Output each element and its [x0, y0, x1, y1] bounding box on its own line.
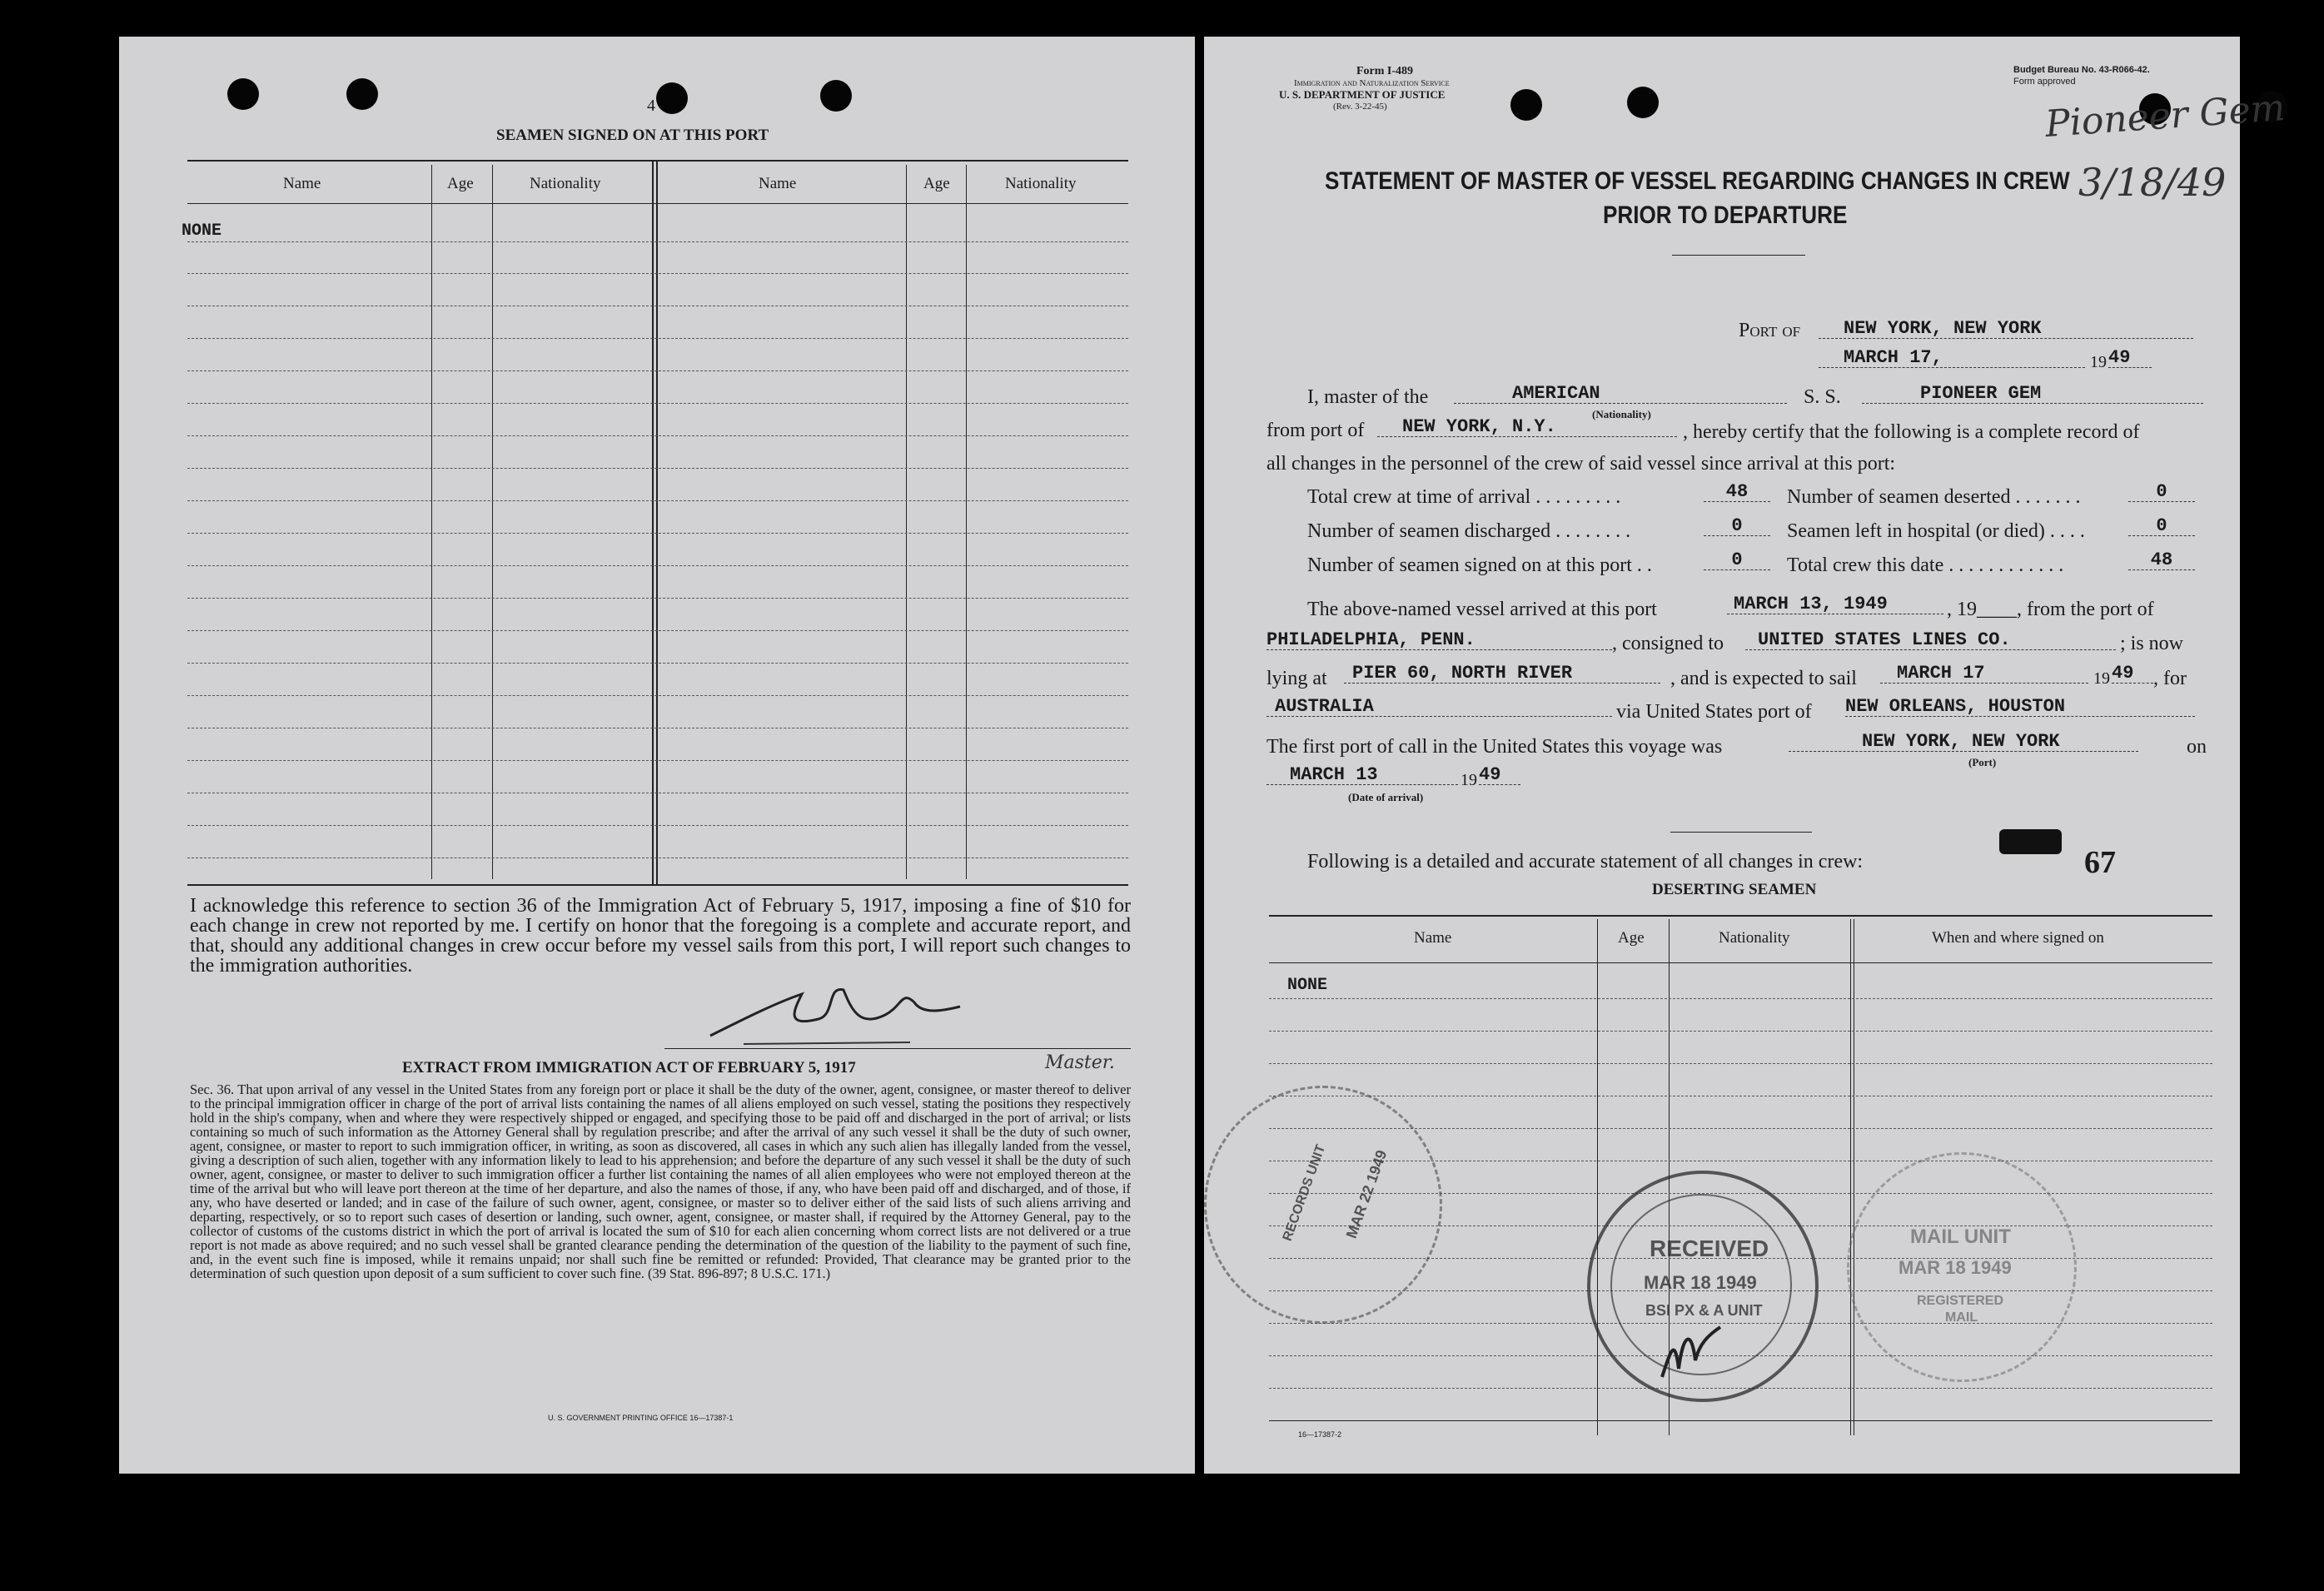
master-label: Master. [1045, 1052, 1115, 1073]
date-of-arrival-caption: (Date of arrival) [1348, 791, 1424, 803]
year-value: 49 [2108, 347, 2131, 368]
sail-year-prefix: 19 [2093, 669, 2110, 688]
records-unit-stamp-date: MAR 22 1949 [1342, 1147, 1391, 1240]
sail-date-value: MARCH 17 [1897, 663, 1985, 684]
deserting-column-name: Name [1414, 929, 1452, 947]
section-rule [1670, 832, 1812, 833]
redacted-stamp-icon [1999, 829, 2062, 854]
punch-hole [227, 78, 259, 110]
budget-bureau: Budget Bureau No. 43-R066-42. [2013, 65, 2150, 75]
header-rule [187, 203, 1128, 204]
mail-unit-stamp-registered: REGISTERED [1917, 1294, 2004, 1308]
deserted-label: Number of seamen deserted . . . . . . . [1787, 486, 2081, 508]
vessel-field [1862, 385, 2203, 404]
table-title: SEAMEN SIGNED ON AT THIS PORT [496, 127, 769, 144]
deserting-column-age: Age [1618, 929, 1645, 947]
printer-imprint: U. S. GOVERNMENT PRINTING OFFICE 16—17387-1 [548, 1414, 734, 1422]
right-page [1204, 37, 2287, 1474]
table-row-line [187, 338, 1128, 339]
handwritten-vessel-name: Pioneer Gem [2043, 86, 2287, 147]
mail-unit-stamp-text: MAIL UNIT [1910, 1226, 2011, 1248]
records-unit-stamp-text: RECORDS UNIT [1280, 1142, 1329, 1243]
received-stamp-text: RECEIVED [1650, 1236, 1769, 1261]
table-divider [656, 160, 658, 884]
received-stamp-unit: BSI PX & A UNIT [1645, 1302, 1763, 1319]
hospital-value: 0 [2156, 515, 2167, 536]
deserted-field [2128, 483, 2195, 502]
page-number: 4 [647, 97, 655, 115]
table-row-line [187, 435, 1128, 436]
agency-line: Immigration and Naturalization Service [1294, 78, 1450, 88]
table-row-line [187, 663, 1128, 664]
consigned-label: , consigned to [1612, 633, 1724, 654]
table-row-line [187, 468, 1128, 469]
total-crew-arrival-field [1704, 483, 1770, 502]
form-title: STATEMENT OF MASTER OF VESSEL REGARDING CHANGES IN CREW [1325, 167, 2070, 195]
table-row-line [187, 533, 1128, 534]
received-stamp-date: MAR 18 1949 [1644, 1272, 1757, 1293]
deserted-value: 0 [2156, 481, 2167, 502]
from-port-label: from port of [1267, 420, 1365, 441]
deserting-column-nationality: Nationality [1719, 929, 1790, 947]
total-crew-value: 48 [2150, 549, 2173, 570]
deserting-row-line [1269, 1031, 2212, 1032]
from-port-value: NEW YORK, N.Y. [1402, 416, 1556, 437]
signed-on-field [1704, 551, 1770, 570]
mail-unit-stamp-date: MAR 18 1949 [1899, 1257, 2012, 1278]
total-crew-label: Total crew this date . . . . . . . . . . . . [1787, 554, 2064, 576]
punch-hole [1627, 87, 1659, 118]
table-row-line [187, 760, 1128, 761]
signed-on-label: Number of seamen signed on at this port . . [1307, 554, 1652, 576]
arrival-date-value: MARCH 13 [1290, 764, 1378, 785]
column-header-name: Name [759, 175, 797, 192]
all-changes-text: all changes in the personnel of the crew of said vessel since arrival at this port: [1267, 453, 1896, 475]
from-the-port-label: , 19____, from the port of [1947, 599, 2154, 620]
port-caption: (Port) [1968, 756, 1997, 768]
acknowledgement-text: I acknowledge this reference to section 36 of the Immigration Act of February 5, 1917, imposing a fine of $10 for each change in crew not reported by me. I certify on honor that the foregoing is a complete and accurate report, and that, should any additional changes in crew occur before my vessel sails from this port, I will report such changes to the immigration authorities. [190, 895, 1131, 977]
from-the-port-field [1267, 631, 1612, 650]
master-signature [694, 969, 993, 1061]
master-signature-line [664, 1048, 1131, 1049]
hospital-field [2128, 517, 2195, 536]
nationality-value: AMERICAN [1512, 383, 1600, 404]
deserting-table-divider [1850, 919, 1851, 1435]
signed-on-value: 0 [1731, 549, 1743, 570]
punch-hole [820, 80, 852, 112]
deserting-table-divider [1597, 919, 1598, 1435]
arrival-year-field [1479, 766, 1520, 785]
ss-label: S. S. [1804, 386, 1841, 408]
date-field [1819, 349, 2085, 368]
records-unit-stamp [1204, 1086, 1442, 1324]
table-row-line [187, 403, 1128, 404]
extract-title: EXTRACT FROM IMMIGRATION ACT OF FEBRUARY 5, 1917 [402, 1059, 856, 1076]
table-divider [906, 165, 907, 879]
on-label: on [2187, 736, 2207, 758]
deserting-table-bottom-rule [1269, 1420, 2212, 1421]
from-port-field [1377, 418, 1677, 437]
lying-at-label: lying at [1267, 668, 1327, 689]
total-crew-arrival-label: Total crew at time of arrival . . . . . . . . . [1307, 486, 1621, 508]
deserting-entry-none: NONE [1287, 976, 1328, 995]
sheet-number: 67 [2084, 845, 2116, 880]
column-header-name: Name [283, 175, 321, 192]
first-port-value: NEW YORK, NEW YORK [1862, 731, 2060, 752]
table-bottom-rule [187, 884, 1128, 886]
nationality-field [1454, 385, 1787, 404]
nationality-caption: (Nationality) [1592, 408, 1651, 420]
first-port-field [1789, 733, 2138, 752]
table-row-line [187, 241, 1128, 242]
from-the-port-value: PHILADELPHIA, PENN. [1267, 629, 1476, 650]
deserting-title: DESERTING SEAMEN [1652, 881, 1817, 898]
table-row-line [187, 565, 1128, 566]
agency-line: U. S. DEPARTMENT OF JUSTICE [1279, 88, 1446, 101]
sail-date-field [1880, 664, 2088, 684]
column-header-age: Age [447, 175, 474, 192]
table-top-rule [187, 160, 1128, 162]
table-row-line [187, 370, 1128, 371]
table-row-line [187, 825, 1128, 826]
total-crew-arrival-value: 48 [1725, 481, 1749, 502]
arrived-date-value: MARCH 13, 1949 [1734, 594, 1888, 614]
for-label: , for [2153, 668, 2187, 689]
left-page [119, 37, 1195, 1474]
is-now-label: ; is now [2120, 633, 2184, 654]
revision: (Rev. 3-22-45) [1333, 102, 1387, 112]
punch-hole [346, 78, 378, 110]
arrival-date-field [1267, 766, 1458, 785]
via-ports-field [1845, 698, 2195, 717]
table-row-line [187, 695, 1128, 696]
received-stamp-initials [1654, 1319, 1729, 1385]
expected-label: , and is expected to sail [1670, 668, 1857, 689]
via-ports-value: NEW ORLEANS, HOUSTON [1845, 696, 2066, 717]
arrival-year-prefix: 19 [1461, 771, 1477, 789]
handwritten-date: 3/18/49 [2078, 160, 2227, 205]
port-of-value: NEW YORK, NEW YORK [1844, 318, 2042, 339]
first-port-label: The first port of call in the United States this voyage was [1267, 736, 1723, 758]
discharged-field [1704, 517, 1770, 536]
deserting-row-line [1269, 998, 2212, 999]
title-rule [1672, 255, 1805, 256]
deserting-column-signed-on: When and where signed on [1932, 929, 2104, 947]
printer-imprint: 16—17387-2 [1298, 1430, 1342, 1439]
statute-text: Sec. 36. That upon arrival of any vessel in the United States from any foreign port or place it shall be the duty of the owner, agent, consignee, or master thereof to deliver to the principal immigration officer in charge of the port of arrival lists containing the names of all aliens employed on such vessel, stating the positions they respectively hold in the ship's company, when and where they were respectively shipped or engaged, and specifying those to be paid off and discharged in the port of arrival; or lists containing so much of such information as the Attorney General shall by regulation prescribe; and after the arrival of any such vessel it shall be the duty of such owner, agent, consignee, or master to report to such immigration officer, in writing, as soon as discovered, all cases in which any such alien has illegally landed from the vessel, giving a description of such alien, together with any information likely to lead to his apprehension; and before the departure of any such vessel it shall be the duty of such owner, agent, consignee, or master to deliver to such immigration officer a further list containing the names of all alien employees who were not employed thereon at the time of the arrival but who will leave port thereon at the time of her departure, and also the names of those, if any, who have been paid off and discharged, and of those, if any, who have deserted or landed; and in case of the failure of such owner, agent, consignee, or master so to deliver either of the said lists of such aliens arriving and departing, respectively, or so to report such cases of desertion or landing, such owner, agent, consignee, or master shall, if required by the Attorney General, pay to the collector of customs of the customs district in which the port of arrival is located the sum of $10 for each alien concerning whom correct lists are not delivered or a true report is not made as above required; and no such vessel shall be granted clearance pending the determination of the question of the liability to the payment of such fine, and, in the event such fine is imposed, while it remains unpaid; nor shall such fine be remitted or refunded: Provided, That clearance may be granted prior to the determination of such question upon deposit of a sum sufficient to cover such fine. (39 Stat. 896-897; 8 U.S.C. 171.) [190, 1081, 1131, 1281]
mail-unit-stamp-mail: MAIL [1945, 1310, 1978, 1325]
punch-hole [1510, 89, 1542, 121]
arrived-label: The above-named vessel arrived at this port [1307, 599, 1657, 620]
hospital-label: Seamen left in hospital (or died) . . . . [1787, 520, 2085, 542]
lying-at-field [1344, 664, 1660, 684]
column-header-nationality: Nationality [1005, 175, 1077, 192]
consignee-field [1745, 631, 2116, 650]
consignee-value: UNITED STATES LINES CO. [1758, 629, 2011, 650]
arrival-year-value: 49 [1479, 764, 1501, 785]
table-row-line [187, 598, 1128, 599]
table-divider [966, 165, 967, 879]
destination-value: AUSTRALIA [1275, 696, 1374, 717]
entry-none: NONE [182, 221, 222, 241]
form-number: Form I-489 [1356, 65, 1414, 77]
arrived-date-field [1727, 595, 1943, 614]
certify-text: , hereby certify that the following is a complete record of [1683, 421, 2140, 443]
punch-hole [656, 82, 688, 114]
year-field [2108, 349, 2152, 368]
deserting-header-rule [1269, 962, 2212, 963]
vessel-value: PIONEER GEM [1920, 383, 2042, 404]
form-approved: Form approved [2013, 77, 2076, 87]
year-prefix: 19 [2090, 353, 2107, 371]
via-label: via United States port of [1616, 701, 1812, 723]
sail-year-field [2112, 664, 2153, 684]
discharged-value: 0 [1731, 515, 1743, 536]
port-of-field [1819, 320, 2193, 339]
form-title: PRIOR TO DEPARTURE [1603, 201, 1848, 229]
table-divider [431, 165, 432, 879]
following-text: Following is a detailed and accurate statement of all changes in crew: [1307, 851, 1864, 873]
table-divider [652, 160, 654, 884]
table-row-line [187, 630, 1128, 631]
column-header-age: Age [923, 175, 950, 192]
table-divider [492, 165, 493, 879]
column-header-nationality: Nationality [530, 175, 601, 192]
table-row-line [187, 273, 1128, 274]
destination-field [1267, 698, 1612, 717]
date-value: MARCH 17, [1844, 347, 1943, 368]
total-crew-field [2128, 551, 2195, 570]
deserting-table-top-rule [1269, 915, 2212, 917]
table-row-line [187, 500, 1128, 501]
sail-year-value: 49 [2112, 663, 2134, 684]
master-of-label: I, master of the [1307, 386, 1429, 408]
deserting-row-line [1269, 1063, 2212, 1064]
lying-at-value: PIER 60, NORTH RIVER [1352, 663, 1573, 684]
discharged-label: Number of seamen discharged . . . . . . . . [1307, 520, 1631, 542]
port-of-label: Port of [1739, 320, 1801, 341]
